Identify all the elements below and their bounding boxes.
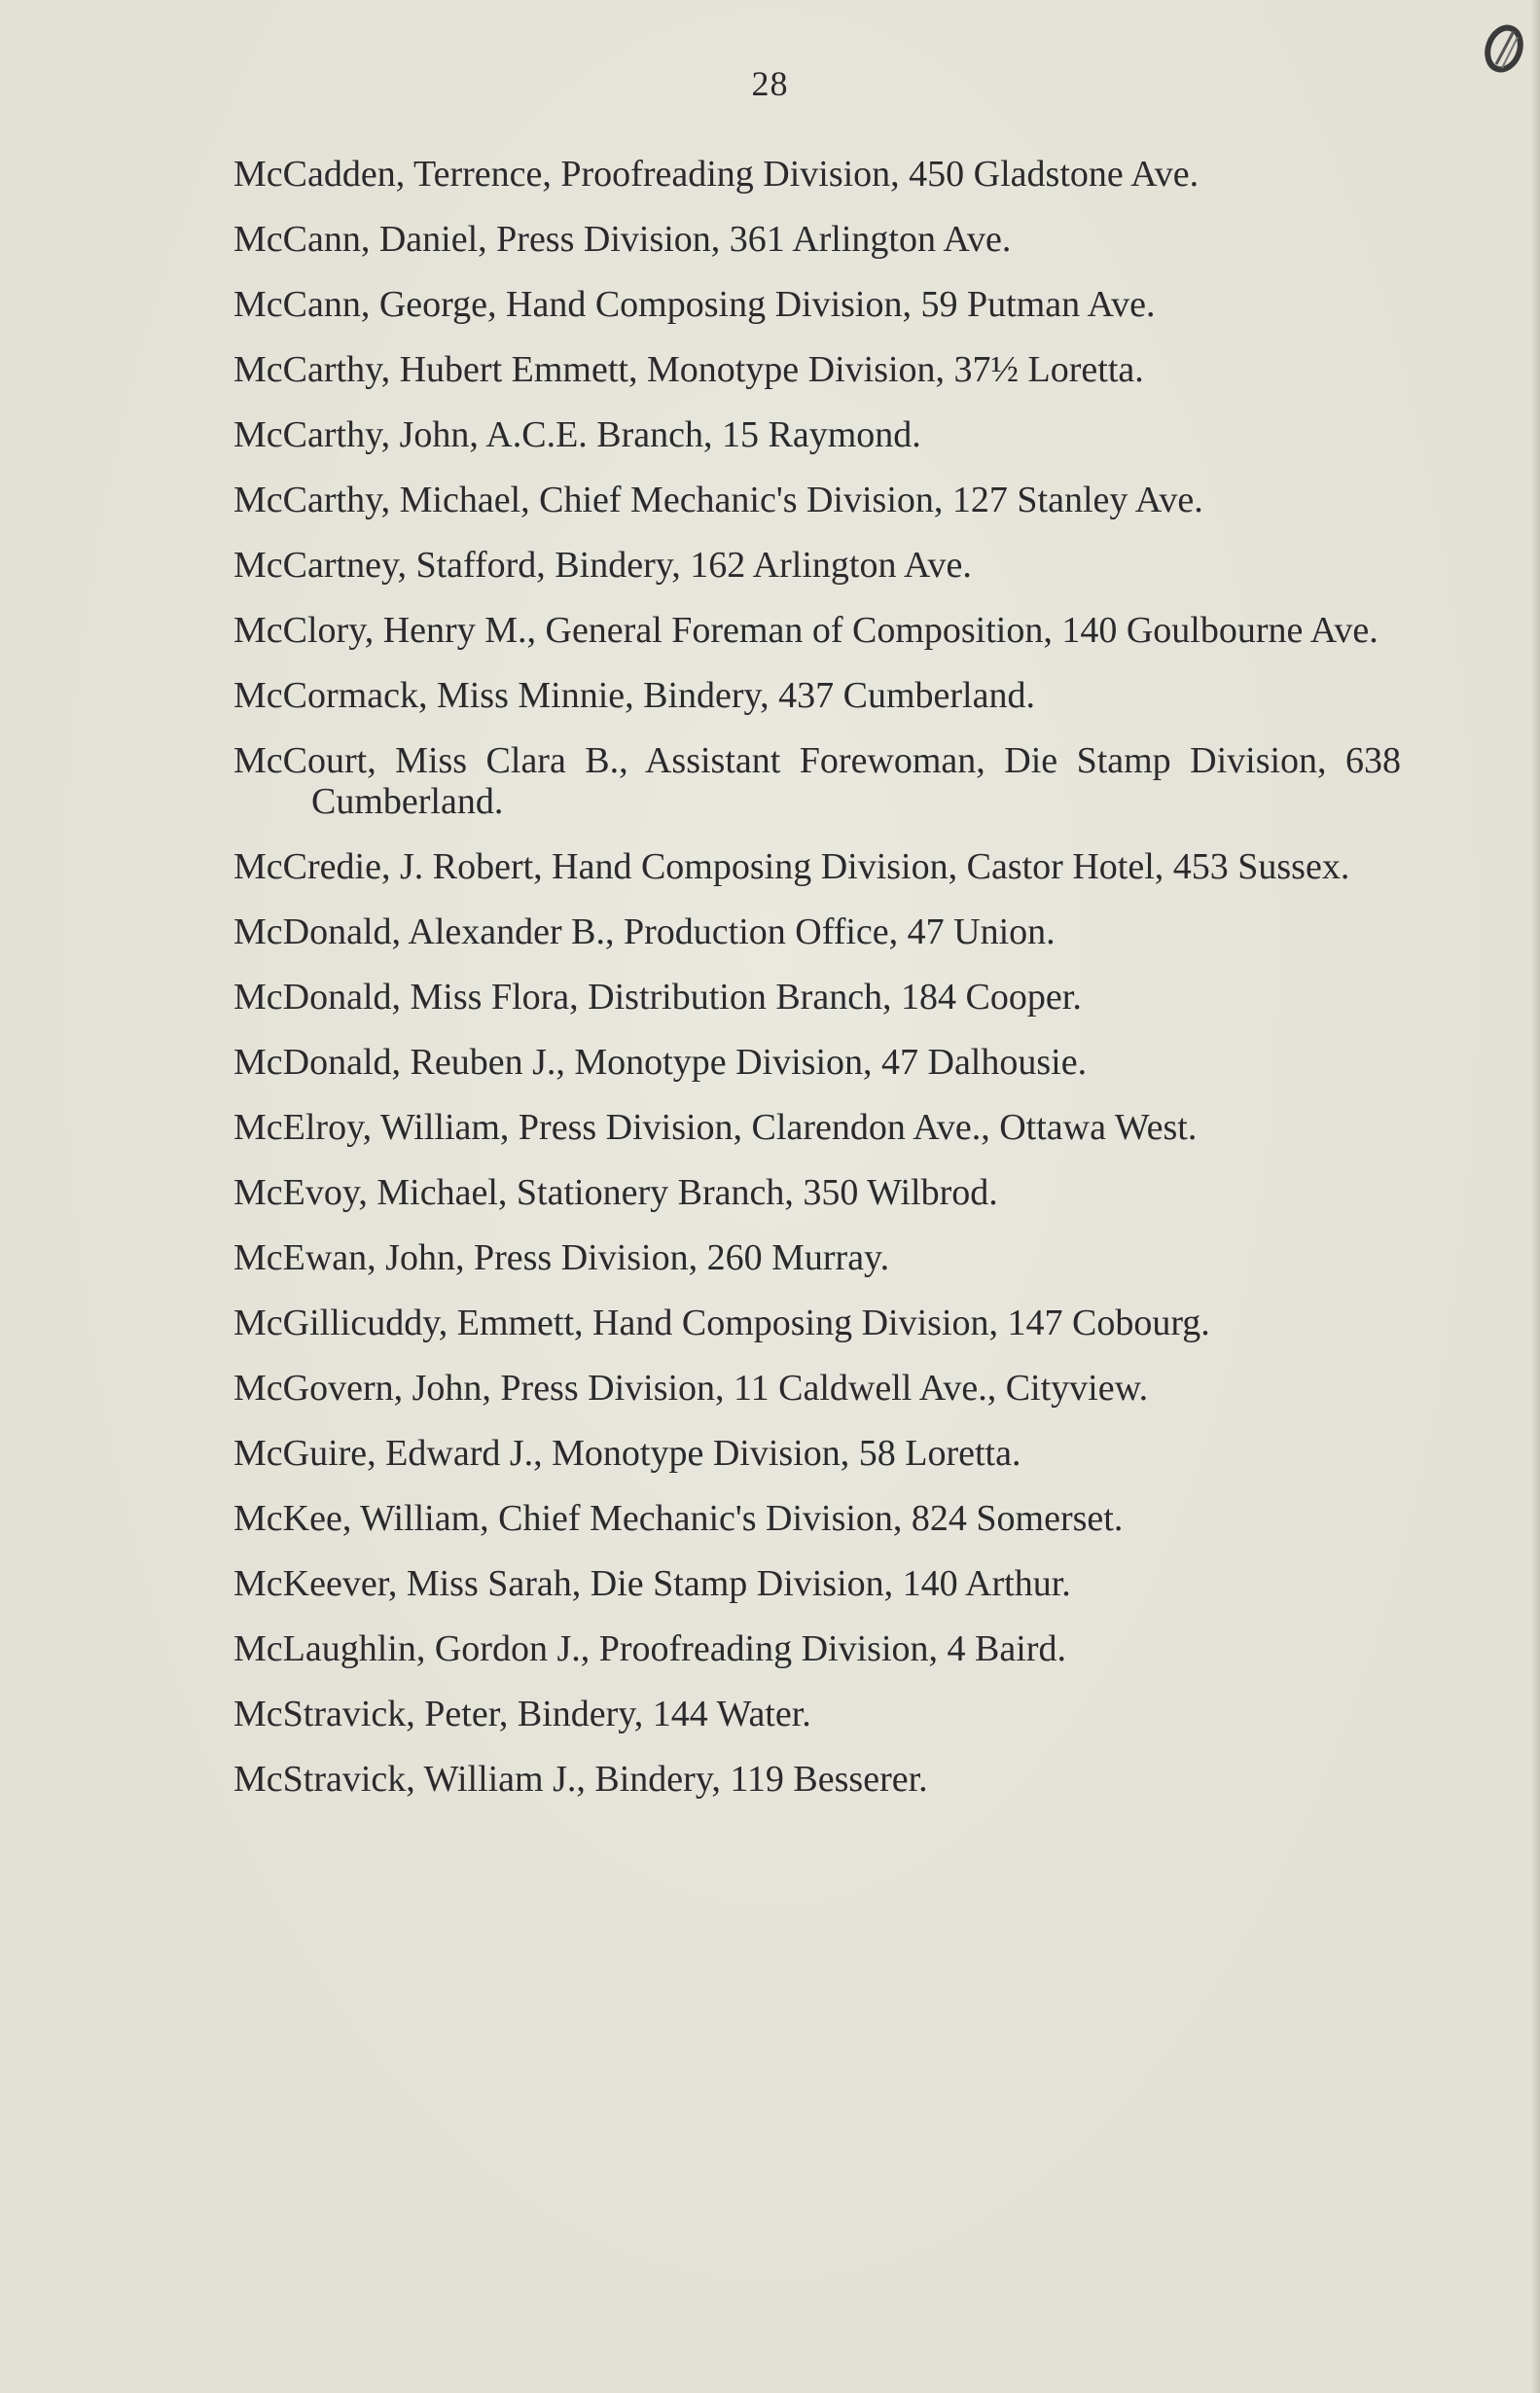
- directory-entry: McCadden, Terrence, Proofreading Division, 450 Gladstone Ave.: [233, 154, 1200, 195]
- page-number: 28: [751, 64, 789, 103]
- directory-entry: McCann, Daniel, Press Division, 361 Arlington Ave.: [233, 219, 1012, 260]
- directory-entry: McGillicuddy, Emmett, Hand Composing Division, 147 Cobourg.: [233, 1303, 1210, 1343]
- directory-entry: McCredie, J. Robert, Hand Composing Division, Castor Hotel, 453 Sussex.: [233, 846, 1350, 887]
- directory-entry: McCarthy, John, A.C.E. Branch, 15 Raymond.: [233, 414, 921, 455]
- directory-entry: McStravick, William J., Bindery, 119 Besserer.: [233, 1759, 928, 1800]
- directory-entry: McKee, William, Chief Mechanic's Division, 824 Somerset.: [233, 1498, 1124, 1539]
- directory-entry: McDonald, Miss Flora, Distribution Branch, 184 Cooper.: [233, 977, 1082, 1018]
- page-edge-shadow: [1530, 0, 1540, 2393]
- directory-entry: McClory, Henry M., General Foreman of Composition, 140 Goulbourne Ave.: [233, 610, 1379, 651]
- directory-entry: McCann, George, Hand Composing Division, 59 Putman Ave.: [233, 284, 1156, 325]
- directory-list: [233, 154, 1401, 1824]
- directory-entry: McCartney, Stafford, Bindery, 162 Arlington Ave.: [233, 545, 972, 586]
- directory-entry: McKeever, Miss Sarah, Die Stamp Division, 140 Arthur.: [233, 1563, 1071, 1604]
- directory-entry: McEvoy, Michael, Stationery Branch, 350 Wilbrod.: [233, 1172, 998, 1213]
- directory-entry: McDonald, Alexander B., Production Office, 47 Union.: [233, 911, 1056, 952]
- library-stamp-icon: [1483, 21, 1527, 76]
- directory-entry: McGuire, Edward J., Monotype Division, 58 Loretta.: [233, 1433, 1021, 1474]
- directory-entry: McEwan, John, Press Division, 260 Murray.: [233, 1237, 890, 1278]
- directory-entry: McElroy, William, Press Division, Clarendon Ave., Ottawa West.: [233, 1107, 1198, 1148]
- directory-entry: McDonald, Reuben J., Monotype Division, 47 Dalhousie.: [233, 1042, 1088, 1083]
- directory-entry: McCarthy, Michael, Chief Mechanic's Division, 127 Stanley Ave.: [233, 480, 1203, 520]
- directory-entry: McStravick, Peter, Bindery, 144 Water.: [233, 1694, 811, 1734]
- directory-entry: McGovern, John, Press Division, 11 Caldwell Ave., Cityview.: [233, 1368, 1149, 1409]
- directory-entry: McCourt, Miss Clara B., Assistant Forewoman, Die Stamp Division, 638 Cumberland.: [233, 740, 1401, 822]
- directory-entry: McCormack, Miss Minnie, Bindery, 437 Cumberland.: [233, 675, 1035, 716]
- directory-entry: McLaughlin, Gordon J., Proofreading Division, 4 Baird.: [233, 1628, 1066, 1669]
- directory-entry: McCarthy, Hubert Emmett, Monotype Division, 37½ Loretta.: [233, 349, 1144, 390]
